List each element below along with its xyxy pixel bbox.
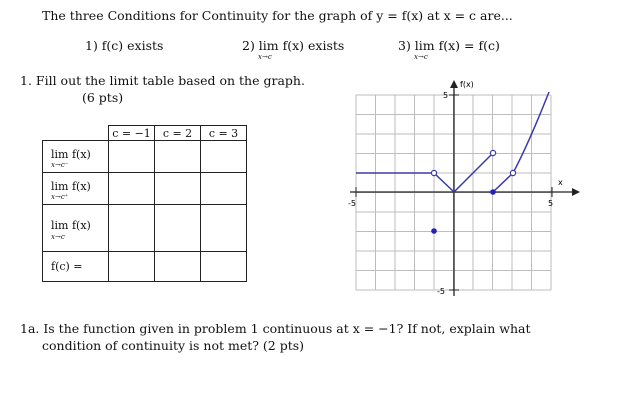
- row-label-main: lim f(x): [51, 219, 91, 232]
- problem1a-line1: 1a. Is the function given in problem 1 continuous at x = −1? If not, explain what: [20, 321, 531, 336]
- condition-2: 2) lim f(x) exists: [242, 38, 345, 53]
- y-axis-label: f(x): [460, 80, 474, 89]
- graph-axes: [350, 80, 580, 296]
- column-header: c = 2: [155, 126, 201, 141]
- x-axis-label: x: [558, 178, 563, 187]
- row-label-main: lim f(x): [51, 148, 91, 161]
- tick-label-left: -5: [348, 199, 356, 208]
- column-header: c = 3: [201, 126, 247, 141]
- closed-point: [490, 189, 496, 195]
- open-point: [510, 170, 515, 175]
- condition-3-sub: x→c: [414, 53, 428, 61]
- row-label-sub: x→c: [51, 233, 65, 241]
- tick-label-bottom: -5: [437, 287, 445, 296]
- problem1-points: (6 pts): [82, 90, 124, 105]
- row-label-sub: x→c⁺: [51, 193, 69, 201]
- open-point: [490, 150, 495, 155]
- condition-3: 3) lim f(x) = f(c): [398, 38, 500, 53]
- column-header: c = −1: [109, 126, 155, 141]
- open-point: [431, 170, 436, 175]
- middle-left-segment: [434, 173, 454, 192]
- row-label-main: f(c) =: [51, 260, 83, 273]
- tick-label-right: 5: [548, 199, 554, 208]
- tick-label-top: 5: [443, 91, 449, 100]
- y-axis-arrow-icon: [450, 80, 458, 88]
- header-text: The three Conditions for Continuity for the graph of y = f(x) at x = c are...: [42, 8, 513, 23]
- row-label-sub: x→c⁻: [51, 161, 69, 169]
- condition-1: 1) f(c) exists: [85, 38, 164, 53]
- condition-2-sub: x→c: [258, 53, 272, 61]
- row-label-main: lim f(x): [51, 180, 91, 193]
- problem1-text: 1. Fill out the limit table based on the graph.: [20, 73, 305, 88]
- problem1a-line2: condition of continuity is not met? (2 pts): [42, 338, 305, 353]
- x-axis-arrow-icon: [572, 188, 580, 196]
- function-curve: [356, 92, 549, 192]
- closed-point: [431, 228, 437, 234]
- short-segment: [493, 173, 513, 192]
